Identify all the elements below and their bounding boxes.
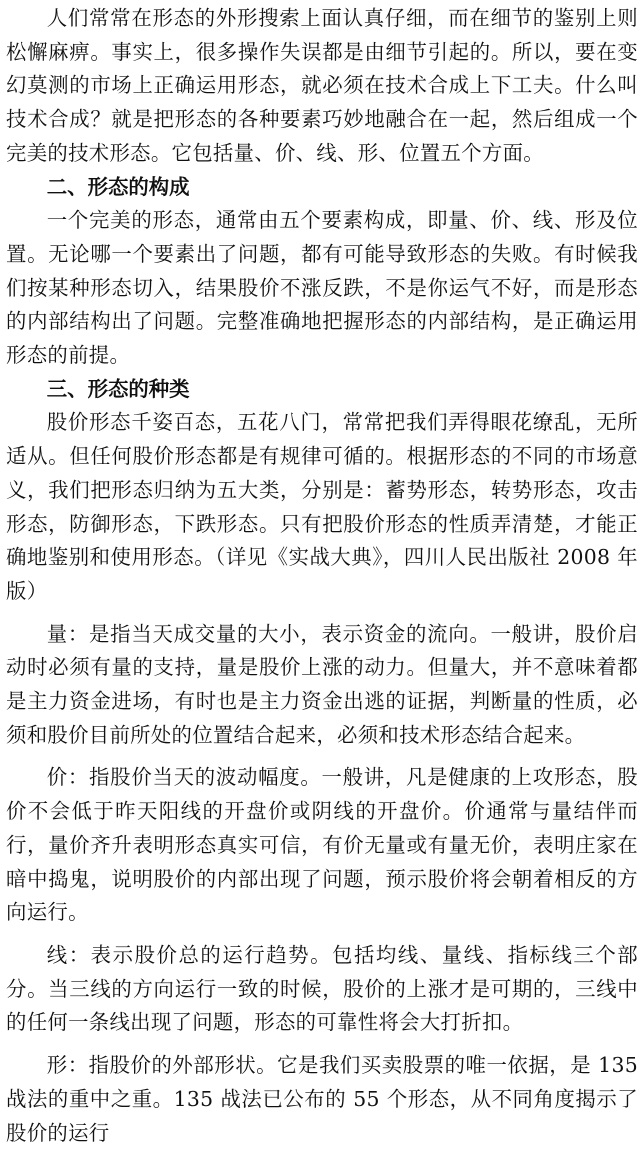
heading-form-composition: 二、形态的构成	[46, 174, 190, 199]
paragraph-volume: 量：是指当天成交量的大小，表示资金的流向。一般讲，股价启动时必须有量的支持，量是股价上涨的动力。但量大，并不意味着都是主力资金进场，有时也是主力资金出逃的证据，判断量的性质，必须和股价目前所处的位置结合起来，必须和技术形态结合起来。	[6, 621, 638, 747]
paragraph-line: 线：表示股价总的运行趋势。包括均线、量线、指标线三个部分。当三线的方向运行一致的时候，股价的上涨才是可期的，三线中的任何一条线出现了问题，形态的可靠性将会大打折扣。	[6, 942, 638, 1035]
paragraph-price: 价：指股价当天的波动幅度。一般讲，凡是健康的上攻形态，股价不会低于昨天阳线的开盘价或阴线的开盘价。价通常与量结伴而行，量价齐升表明形态真实可信，有价无量或有量无价，表明庄家在暗中捣鬼，说明股价的内部出现了问题，预示股价将会朝着相反的方向运行。	[6, 765, 638, 925]
paragraph-shape: 形：指股价的外部形状。它是我们买卖股票的唯一依据，是 135 战法的重中之重。135 战法已公布的 55 个形态，从不同角度揭示了股价的运行	[6, 1053, 638, 1145]
paragraph-technical-synthesis: 人们常常在形态的外形搜索上面认真仔细，而在细节的鉴别上则松懈麻痹。事实上，很多操作失误都是由细节引起的。所以，要在变幻莫测的市场上正确运用形态，就必须在技术合成上下工夫。什么叫技术合成？就是把形态的各种要素巧妙地融合在一起，然后组成一个完美的技术形态。它包括量、价、线、形、位置五个方面。	[6, 6, 638, 165]
paragraph-form-composition: 一个完美的形态，通常由五个要素构成，即量、价、线、形及位置。无论哪一个要素出了问题，都有可能导致形态的失败。有时候我们按某种形态切入，结果股价不涨反跌，不是你运气不好，而是形态的内部结构出了问题。完整准确地把握形态的内部结构，是正确运用形态的前提。	[6, 208, 638, 368]
heading-form-types: 三、形态的种类	[46, 376, 190, 401]
paragraph-form-types: 股价形态千姿百态，五花八门，常常把我们弄得眼花缭乱，无所适从。但任何股价形态都是有规律可循的。根据形态的不同的市场意义，我们把形态归纳为五大类，分别是：蓄势形态，转势形态，攻击形态，防御形态，下跌形态。只有把股价形态的性质弄清楚，才能正确地鉴别和使用形态。（详见《实战大典》，四川人民出版社 2008 年版）	[6, 410, 638, 603]
